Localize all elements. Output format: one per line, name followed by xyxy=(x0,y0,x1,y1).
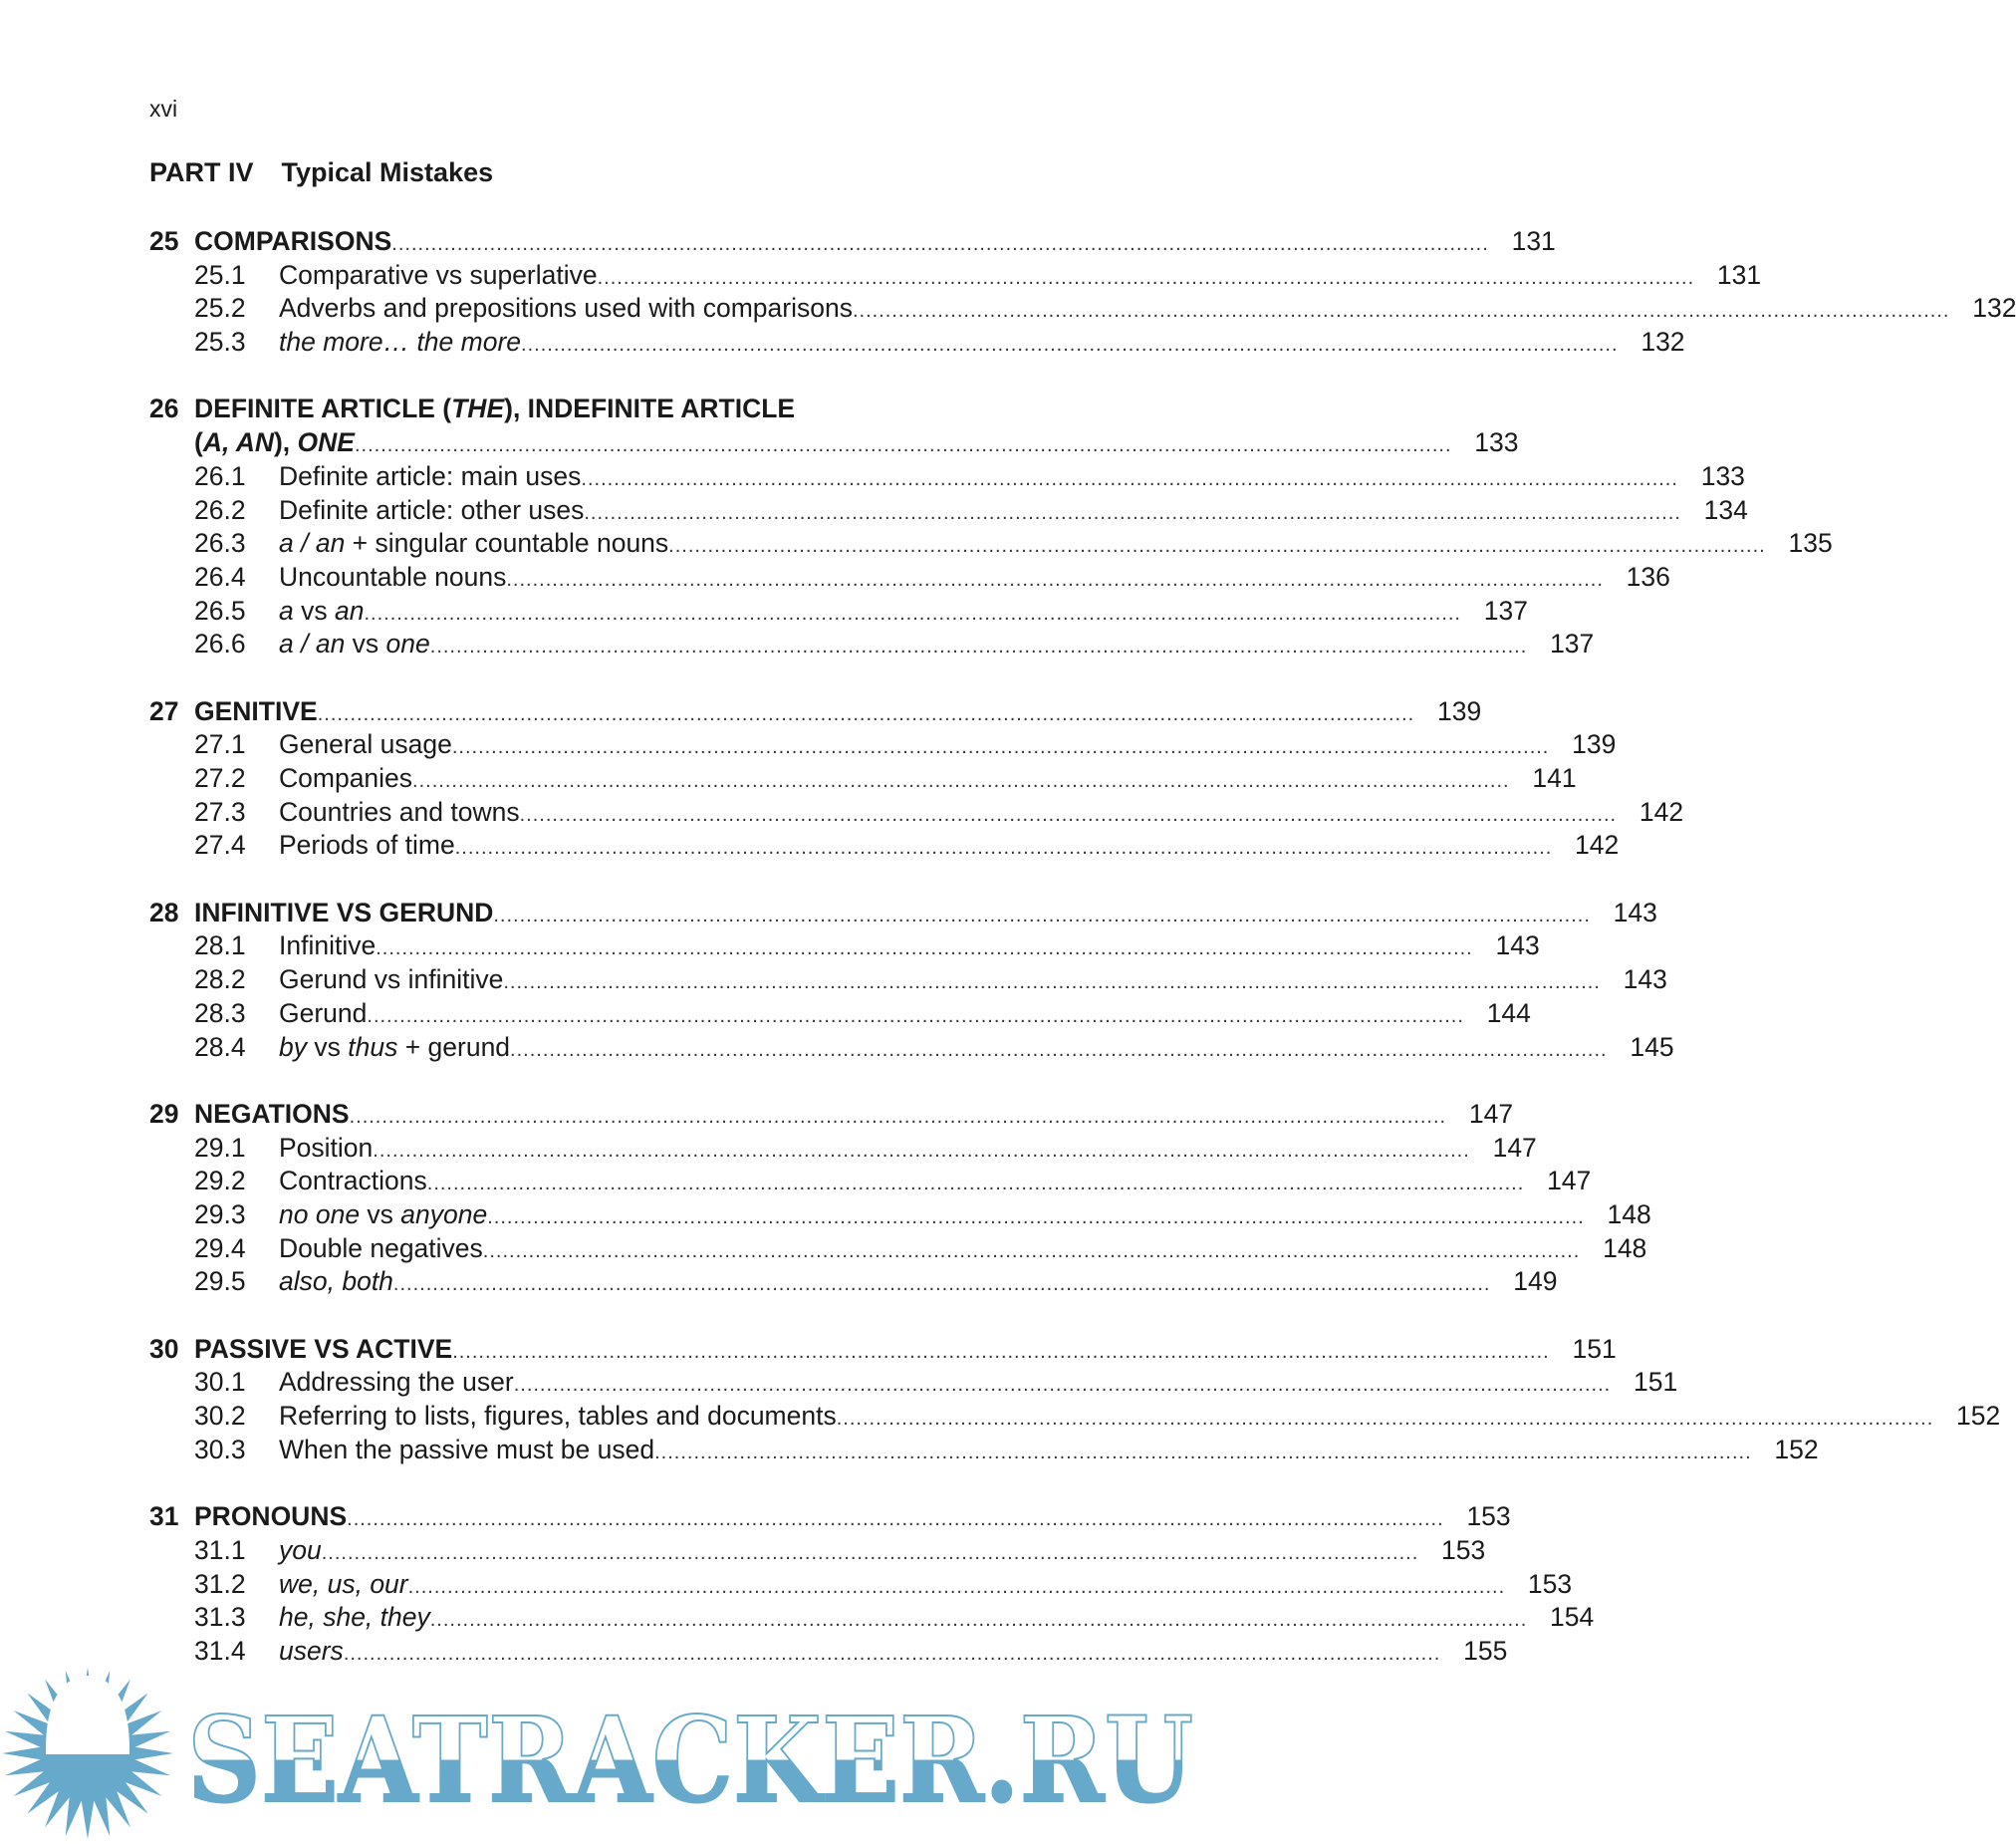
section-entry xyxy=(149,1198,1651,1232)
page-number: 151 xyxy=(1572,1333,1617,1364)
chapter-entry xyxy=(149,897,1657,930)
title-segment: Periods of time xyxy=(279,830,455,861)
part-heading xyxy=(149,157,493,188)
page-number: 153 xyxy=(1441,1534,1486,1565)
section-entry xyxy=(149,628,1595,661)
section-number: 25.1 xyxy=(194,259,246,290)
chapter-entry xyxy=(149,225,1556,259)
section-number: 27.1 xyxy=(194,729,246,760)
page-number: 132 xyxy=(1972,293,2016,324)
chapter-entry xyxy=(149,1333,1617,1367)
title-segment: he, she, they xyxy=(279,1602,430,1633)
section-number: 29.5 xyxy=(194,1266,246,1297)
section-entry xyxy=(149,292,2016,326)
section-title xyxy=(279,1601,430,1635)
chapter-title xyxy=(194,225,391,259)
section-number: 28.1 xyxy=(194,930,246,961)
page-number: 139 xyxy=(1437,695,1482,726)
title-segment: Companies xyxy=(279,763,413,793)
dot-leader xyxy=(483,1232,1581,1269)
dot-leader xyxy=(581,460,1678,497)
section-number: 28.2 xyxy=(194,964,246,995)
section-entry xyxy=(149,1534,1486,1568)
part-title: Typical Mistakes xyxy=(281,157,494,187)
chapter-number: 31 xyxy=(149,1501,179,1532)
chapter-entry xyxy=(149,1500,1511,1534)
title-segment: vs xyxy=(360,1198,401,1229)
dot-leader xyxy=(427,1165,1525,1201)
section-entry xyxy=(149,1031,1674,1065)
section-entry xyxy=(149,326,1685,360)
title-segment: INFINITIVE VS GERUND xyxy=(194,897,494,927)
section-title xyxy=(279,1132,373,1166)
section-title xyxy=(279,628,430,661)
dot-leader xyxy=(350,1098,1447,1135)
chapter-number: 28 xyxy=(149,897,179,927)
page-number: 145 xyxy=(1630,1031,1674,1062)
dot-leader xyxy=(503,963,1601,1000)
section-title xyxy=(279,460,581,494)
section-number: 26.5 xyxy=(194,595,246,626)
section-title xyxy=(279,1031,510,1065)
page-number: 137 xyxy=(1550,629,1595,659)
title-segment: by xyxy=(279,1031,307,1062)
section-title xyxy=(279,326,521,360)
spacer xyxy=(149,360,1078,394)
section-number: 30.2 xyxy=(194,1401,246,1432)
section-entry xyxy=(149,1165,1592,1198)
dot-leader xyxy=(373,1132,1470,1169)
dot-leader xyxy=(837,1400,1934,1437)
dot-leader xyxy=(584,494,1681,531)
section-title xyxy=(279,561,506,595)
dot-leader xyxy=(430,628,1528,664)
section-entry xyxy=(149,259,1762,293)
dot-leader xyxy=(376,929,1473,966)
dot-leader xyxy=(355,426,1452,463)
section-number: 31.3 xyxy=(194,1602,246,1633)
section-number: 29.2 xyxy=(194,1166,246,1196)
title-segment: DEFINITE ARTICLE ( xyxy=(194,394,452,424)
title-segment: GENITIVE xyxy=(194,695,318,726)
page-number: 147 xyxy=(1492,1132,1537,1163)
section-entry xyxy=(149,963,1667,997)
section-number: 29.4 xyxy=(194,1232,246,1263)
section-entry xyxy=(149,595,1528,629)
chapter-title xyxy=(194,695,318,729)
dot-leader xyxy=(408,1568,1506,1605)
dot-leader xyxy=(318,695,1415,732)
page-number: 133 xyxy=(1700,460,1745,491)
page-number: 141 xyxy=(1532,763,1577,793)
section-number: 25.3 xyxy=(194,327,246,358)
section-number: 30.3 xyxy=(194,1434,246,1464)
page-number: 149 xyxy=(1513,1266,1558,1297)
title-segment: an xyxy=(334,595,365,626)
page-number: 143 xyxy=(1623,964,1667,995)
page-number: 133 xyxy=(1474,427,1519,458)
section-entry xyxy=(149,1400,2001,1434)
title-segment: When the passive must be used xyxy=(279,1434,655,1464)
page-number: 139 xyxy=(1572,729,1617,760)
title-segment: Infinitive xyxy=(279,930,377,961)
section-entry xyxy=(149,1601,1595,1635)
chapter-title xyxy=(194,393,795,426)
page-number: 144 xyxy=(1486,997,1531,1028)
title-segment: Adverbs and prepositions used with comparisons xyxy=(279,293,853,324)
section-entry xyxy=(149,997,1531,1031)
table-of-contents xyxy=(149,225,2016,1669)
section-title xyxy=(279,829,455,863)
page-number: 142 xyxy=(1575,830,1620,861)
title-segment: Contractions xyxy=(279,1166,427,1196)
title-segment: General usage xyxy=(279,729,452,760)
title-segment: vs xyxy=(307,1031,349,1062)
dot-leader xyxy=(455,829,1553,866)
section-number: 26.6 xyxy=(194,629,246,659)
chapter-title xyxy=(194,1500,347,1534)
section-title xyxy=(279,1400,837,1434)
title-segment: PASSIVE VS ACTIVE xyxy=(194,1333,453,1364)
section-number: 30.1 xyxy=(194,1367,246,1398)
chapter-title xyxy=(194,1098,350,1132)
page-number: 151 xyxy=(1634,1367,1678,1398)
title-segment: Position xyxy=(279,1132,374,1163)
title-segment: thus xyxy=(348,1031,398,1062)
page-number: 143 xyxy=(1613,897,1657,927)
section-number: 29.1 xyxy=(194,1132,246,1163)
section-title xyxy=(279,1568,408,1602)
section-entry xyxy=(149,1265,1558,1299)
chapter-number: 30 xyxy=(149,1333,179,1364)
spacer xyxy=(149,1466,1078,1500)
page-number: 155 xyxy=(1463,1635,1508,1666)
dot-leader xyxy=(514,1366,1612,1403)
chapter-entry xyxy=(149,426,1519,460)
dot-leader xyxy=(598,259,1695,296)
page-number: 147 xyxy=(1547,1166,1592,1196)
dot-leader xyxy=(520,796,1618,833)
section-entry xyxy=(149,1568,1573,1602)
page-number: 135 xyxy=(1788,528,1833,559)
dot-leader xyxy=(430,1601,1528,1638)
section-entry xyxy=(149,762,1577,796)
section-number: 29.3 xyxy=(194,1198,246,1229)
dot-leader xyxy=(493,897,1591,933)
title-segment: a xyxy=(279,595,294,626)
section-title xyxy=(279,1534,322,1568)
page-number: 143 xyxy=(1495,930,1540,961)
chapter-entry xyxy=(149,695,1482,729)
section-entry xyxy=(149,460,1745,494)
section-number: 31.4 xyxy=(194,1635,246,1666)
section-entry xyxy=(149,929,1540,963)
title-segment: one xyxy=(385,629,430,659)
section-title xyxy=(279,1232,483,1266)
page-number: 154 xyxy=(1550,1602,1595,1633)
section-number: 28.4 xyxy=(194,1031,246,1062)
page-number: 147 xyxy=(1468,1098,1514,1129)
page-number: 148 xyxy=(1607,1198,1651,1229)
title-segment: Double negatives xyxy=(279,1232,483,1263)
section-title xyxy=(279,1366,514,1400)
title-segment: no one xyxy=(279,1198,361,1229)
dot-leader xyxy=(853,292,1950,329)
section-number: 26.3 xyxy=(194,528,246,559)
dot-leader xyxy=(452,1333,1550,1370)
section-entry xyxy=(149,829,1620,863)
dot-leader xyxy=(506,561,1604,598)
section-title xyxy=(279,1434,654,1467)
section-entry xyxy=(149,1232,1647,1266)
page-number: 132 xyxy=(1640,327,1685,358)
chapter-number: 29 xyxy=(149,1098,179,1129)
chapter-entry xyxy=(149,393,1078,426)
title-segment: a / an xyxy=(279,528,346,559)
section-number: 27.2 xyxy=(194,763,246,793)
section-title xyxy=(279,527,668,561)
title-segment: Uncountable nouns xyxy=(279,561,507,592)
page-number: 136 xyxy=(1626,561,1670,592)
chapter-number: 25 xyxy=(149,226,179,256)
section-number: 26.2 xyxy=(194,494,246,525)
title-segment: COMPARISONS xyxy=(194,226,392,256)
section-title xyxy=(279,1635,344,1669)
dot-leader xyxy=(367,997,1464,1034)
title-segment: you xyxy=(279,1534,322,1565)
section-entry xyxy=(149,561,1670,595)
dot-leader xyxy=(510,1031,1608,1068)
chapter-number: 26 xyxy=(149,394,179,424)
title-segment: Addressing the user xyxy=(279,1367,514,1398)
section-number: 27.4 xyxy=(194,830,246,861)
dot-leader xyxy=(668,527,1766,564)
title-segment: anyone xyxy=(400,1198,488,1229)
page-number: 134 xyxy=(1703,494,1748,525)
page-number-folio: xvi xyxy=(149,96,178,122)
page-number: 131 xyxy=(1716,259,1762,290)
section-title xyxy=(279,762,412,796)
page-number: 152 xyxy=(1774,1434,1819,1464)
page-number: 142 xyxy=(1638,796,1684,827)
part-label: PART IV xyxy=(149,157,254,187)
chapter-title xyxy=(194,1333,452,1367)
page-number: 148 xyxy=(1603,1232,1647,1263)
chapter-title xyxy=(194,897,493,930)
section-title xyxy=(279,494,584,528)
section-number: 28.3 xyxy=(194,997,246,1028)
dot-leader xyxy=(391,225,1489,262)
section-entry xyxy=(149,1366,1678,1400)
title-segment: a / an xyxy=(279,629,346,659)
title-segment: ), INDEFINITE ARTICLE xyxy=(504,394,796,424)
dot-leader xyxy=(487,1198,1585,1235)
title-segment: + gerund xyxy=(397,1031,511,1062)
watermark-text: SEATRACKER.RU xyxy=(187,1691,1193,1829)
title-segment: users xyxy=(279,1635,344,1666)
title-segment: NEGATIONS xyxy=(194,1098,350,1129)
section-title xyxy=(279,259,598,293)
section-entry xyxy=(149,728,1617,762)
section-number: 26.1 xyxy=(194,460,246,491)
title-segment: ), xyxy=(273,427,298,458)
title-segment: Countries and towns xyxy=(279,796,520,827)
section-number: 31.2 xyxy=(194,1568,246,1599)
section-entry xyxy=(149,796,1684,830)
title-segment: THE xyxy=(451,394,505,424)
title-segment: Definite article: other uses xyxy=(279,494,585,525)
dot-leader xyxy=(364,595,1461,632)
section-title xyxy=(279,1165,427,1198)
page-number: 131 xyxy=(1511,226,1556,256)
section-number: 26.4 xyxy=(194,561,246,592)
page-number: 152 xyxy=(1956,1401,2001,1432)
spacer xyxy=(149,1299,1078,1333)
title-segment: Comparative vs superlative xyxy=(279,259,598,290)
dot-leader xyxy=(322,1534,1419,1571)
title-segment: vs xyxy=(293,595,335,626)
dot-leader xyxy=(452,728,1550,765)
dot-leader xyxy=(412,762,1510,799)
dot-leader xyxy=(344,1635,1441,1672)
section-title xyxy=(279,929,376,963)
section-title xyxy=(279,292,853,326)
title-segment: PRONOUNS xyxy=(194,1501,348,1532)
chapter-title xyxy=(194,426,355,460)
section-title xyxy=(279,997,367,1031)
title-segment: Definite article: main uses xyxy=(279,460,582,491)
spacer xyxy=(149,661,1078,695)
section-entry xyxy=(149,1434,1819,1467)
seatracker-watermark-logo xyxy=(0,1674,1216,1844)
dot-leader xyxy=(393,1265,1491,1302)
title-segment: we, us, our xyxy=(279,1568,408,1599)
title-segment: + singular countable nouns xyxy=(345,528,669,559)
chapter-number: 27 xyxy=(149,695,179,726)
section-number: 25.2 xyxy=(194,293,246,324)
section-entry xyxy=(149,1635,1508,1669)
section-title xyxy=(279,796,520,830)
page-number: 137 xyxy=(1483,595,1528,626)
section-entry xyxy=(149,494,1748,528)
chapter-entry xyxy=(149,1098,1514,1132)
title-segment: ( xyxy=(194,427,203,458)
title-segment: Referring to lists, figures, tables and documents xyxy=(279,1401,837,1432)
title-segment: vs xyxy=(345,629,386,659)
page-number: 153 xyxy=(1527,1568,1573,1599)
title-segment: Gerund xyxy=(279,997,368,1028)
title-segment: the more… the more xyxy=(279,327,522,358)
title-segment: Gerund vs infinitive xyxy=(279,964,504,995)
dot-leader xyxy=(347,1500,1444,1537)
title-segment: also, both xyxy=(279,1266,393,1297)
title-segment: ONE xyxy=(297,427,355,458)
section-number: 31.1 xyxy=(194,1534,246,1565)
page-number: 153 xyxy=(1466,1501,1511,1532)
spacer xyxy=(149,863,1078,897)
section-title xyxy=(279,1198,487,1232)
section-title xyxy=(279,1265,393,1299)
spacer xyxy=(149,1064,1078,1098)
section-entry xyxy=(149,527,1833,561)
sun-icon xyxy=(2,1668,173,1839)
dot-leader xyxy=(654,1434,1752,1470)
dot-leader xyxy=(521,326,1619,363)
section-title xyxy=(279,728,452,762)
title-segment: A, AN xyxy=(202,427,274,458)
section-number: 27.3 xyxy=(194,796,246,827)
section-title xyxy=(279,595,364,629)
section-entry xyxy=(149,1132,1537,1166)
section-title xyxy=(279,963,503,997)
